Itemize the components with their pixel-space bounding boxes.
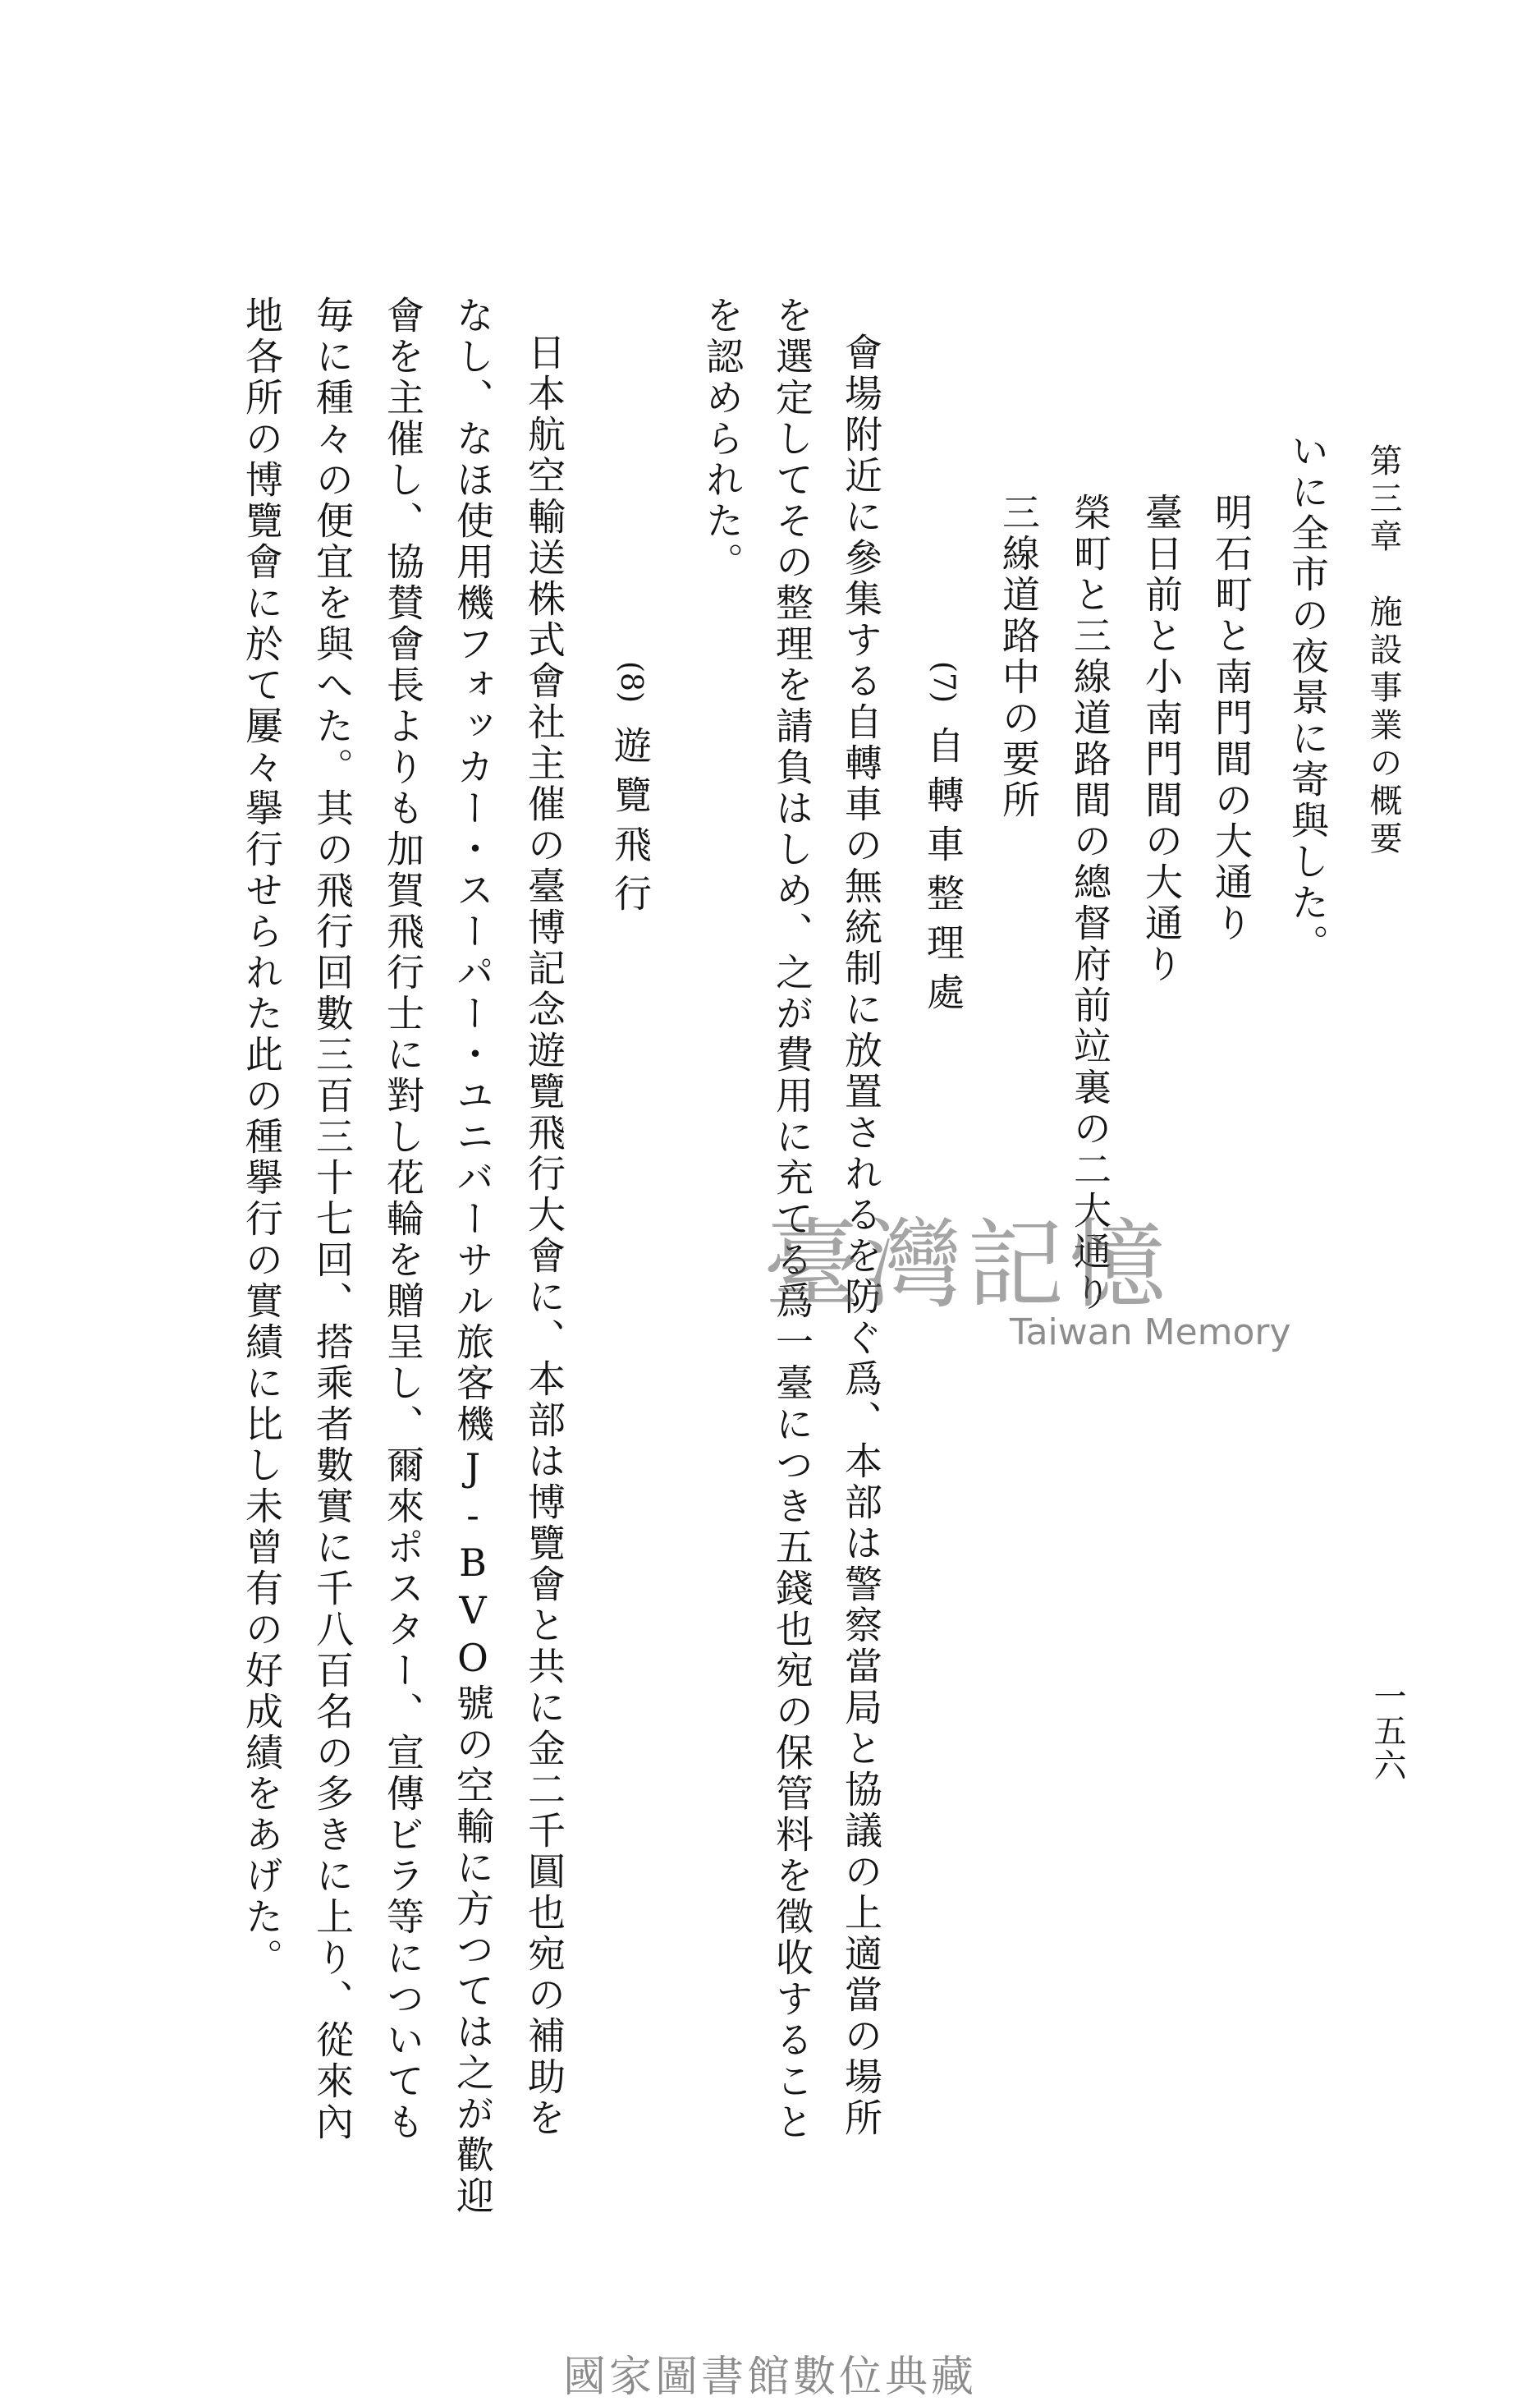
text-column: 日本航空輸送株式會社主催の臺博記念遊覽飛行大會に、本部は博覽會と共に金二千圓也宛の補助を <box>522 333 566 2139</box>
section-number: (7) <box>927 661 960 703</box>
watermark <box>763 1187 1289 1384</box>
text-column: を認められた。 <box>700 296 745 583</box>
watermark-brand-latin: Taiwan Memory <box>1010 1311 1291 1353</box>
section-heading-7 <box>921 661 965 1022</box>
watermark-brand: 臺灣記憶 <box>763 1208 1171 1321</box>
list-item: 榮町と三線道路間の總督府前竝裏の二大通り <box>1068 493 1112 1314</box>
text-column: いに全市の夜景に寄與した。 <box>1286 431 1330 965</box>
text-column: 地各所の博覽會に於て屢々擧行せられた此の種擧行の實績に比し未曾有の好成績をあげた。 <box>240 296 284 1979</box>
section-heading-8 <box>608 661 653 923</box>
text-column: 會を主催し、協賛會長よりも加賀飛行士に對し花輪を贈呈し、爾來ポスター、宣傳ビラ等についても <box>381 296 425 2143</box>
section-title: 自轉車整理處 <box>921 726 965 1022</box>
text-column: 毎に種々の便宜を與へた。其の飛行回數三百三十七回、搭乘者數實に千八百名の多きに上り、從來內 <box>310 296 355 2143</box>
section-title: 遊覽飛行 <box>608 726 653 923</box>
list-item: 三線道路中の要所 <box>997 493 1041 821</box>
section-number: (8) <box>614 661 648 703</box>
text-column: を選定してその整理を請負はしめ、之が費用に充てる爲一臺につき五錢也宛の保管料を徵收すること <box>770 296 814 2143</box>
page-number: 一五六 <box>1368 1679 1406 1783</box>
text-column: なし、なほ使用機フォッカー・スーパー・ユニバーサル旅客機J-BVO號の空輸に方つては之が歡迎 <box>451 296 495 2217</box>
chapter-header: 第三章 施設事業の概要 <box>1364 443 1402 859</box>
list-item: 臺日前と小南門間の大通り <box>1139 493 1184 985</box>
footer-credit: 國家圖書館數位典藏 <box>562 2353 977 2402</box>
list-item: 明石町と南門間の大通り <box>1209 493 1254 944</box>
text-column: 會場附近に參集する自轉車の無統制に放置されるを防ぐ爲、本部は警察當局と協議の上適當の場所 <box>839 333 883 2139</box>
